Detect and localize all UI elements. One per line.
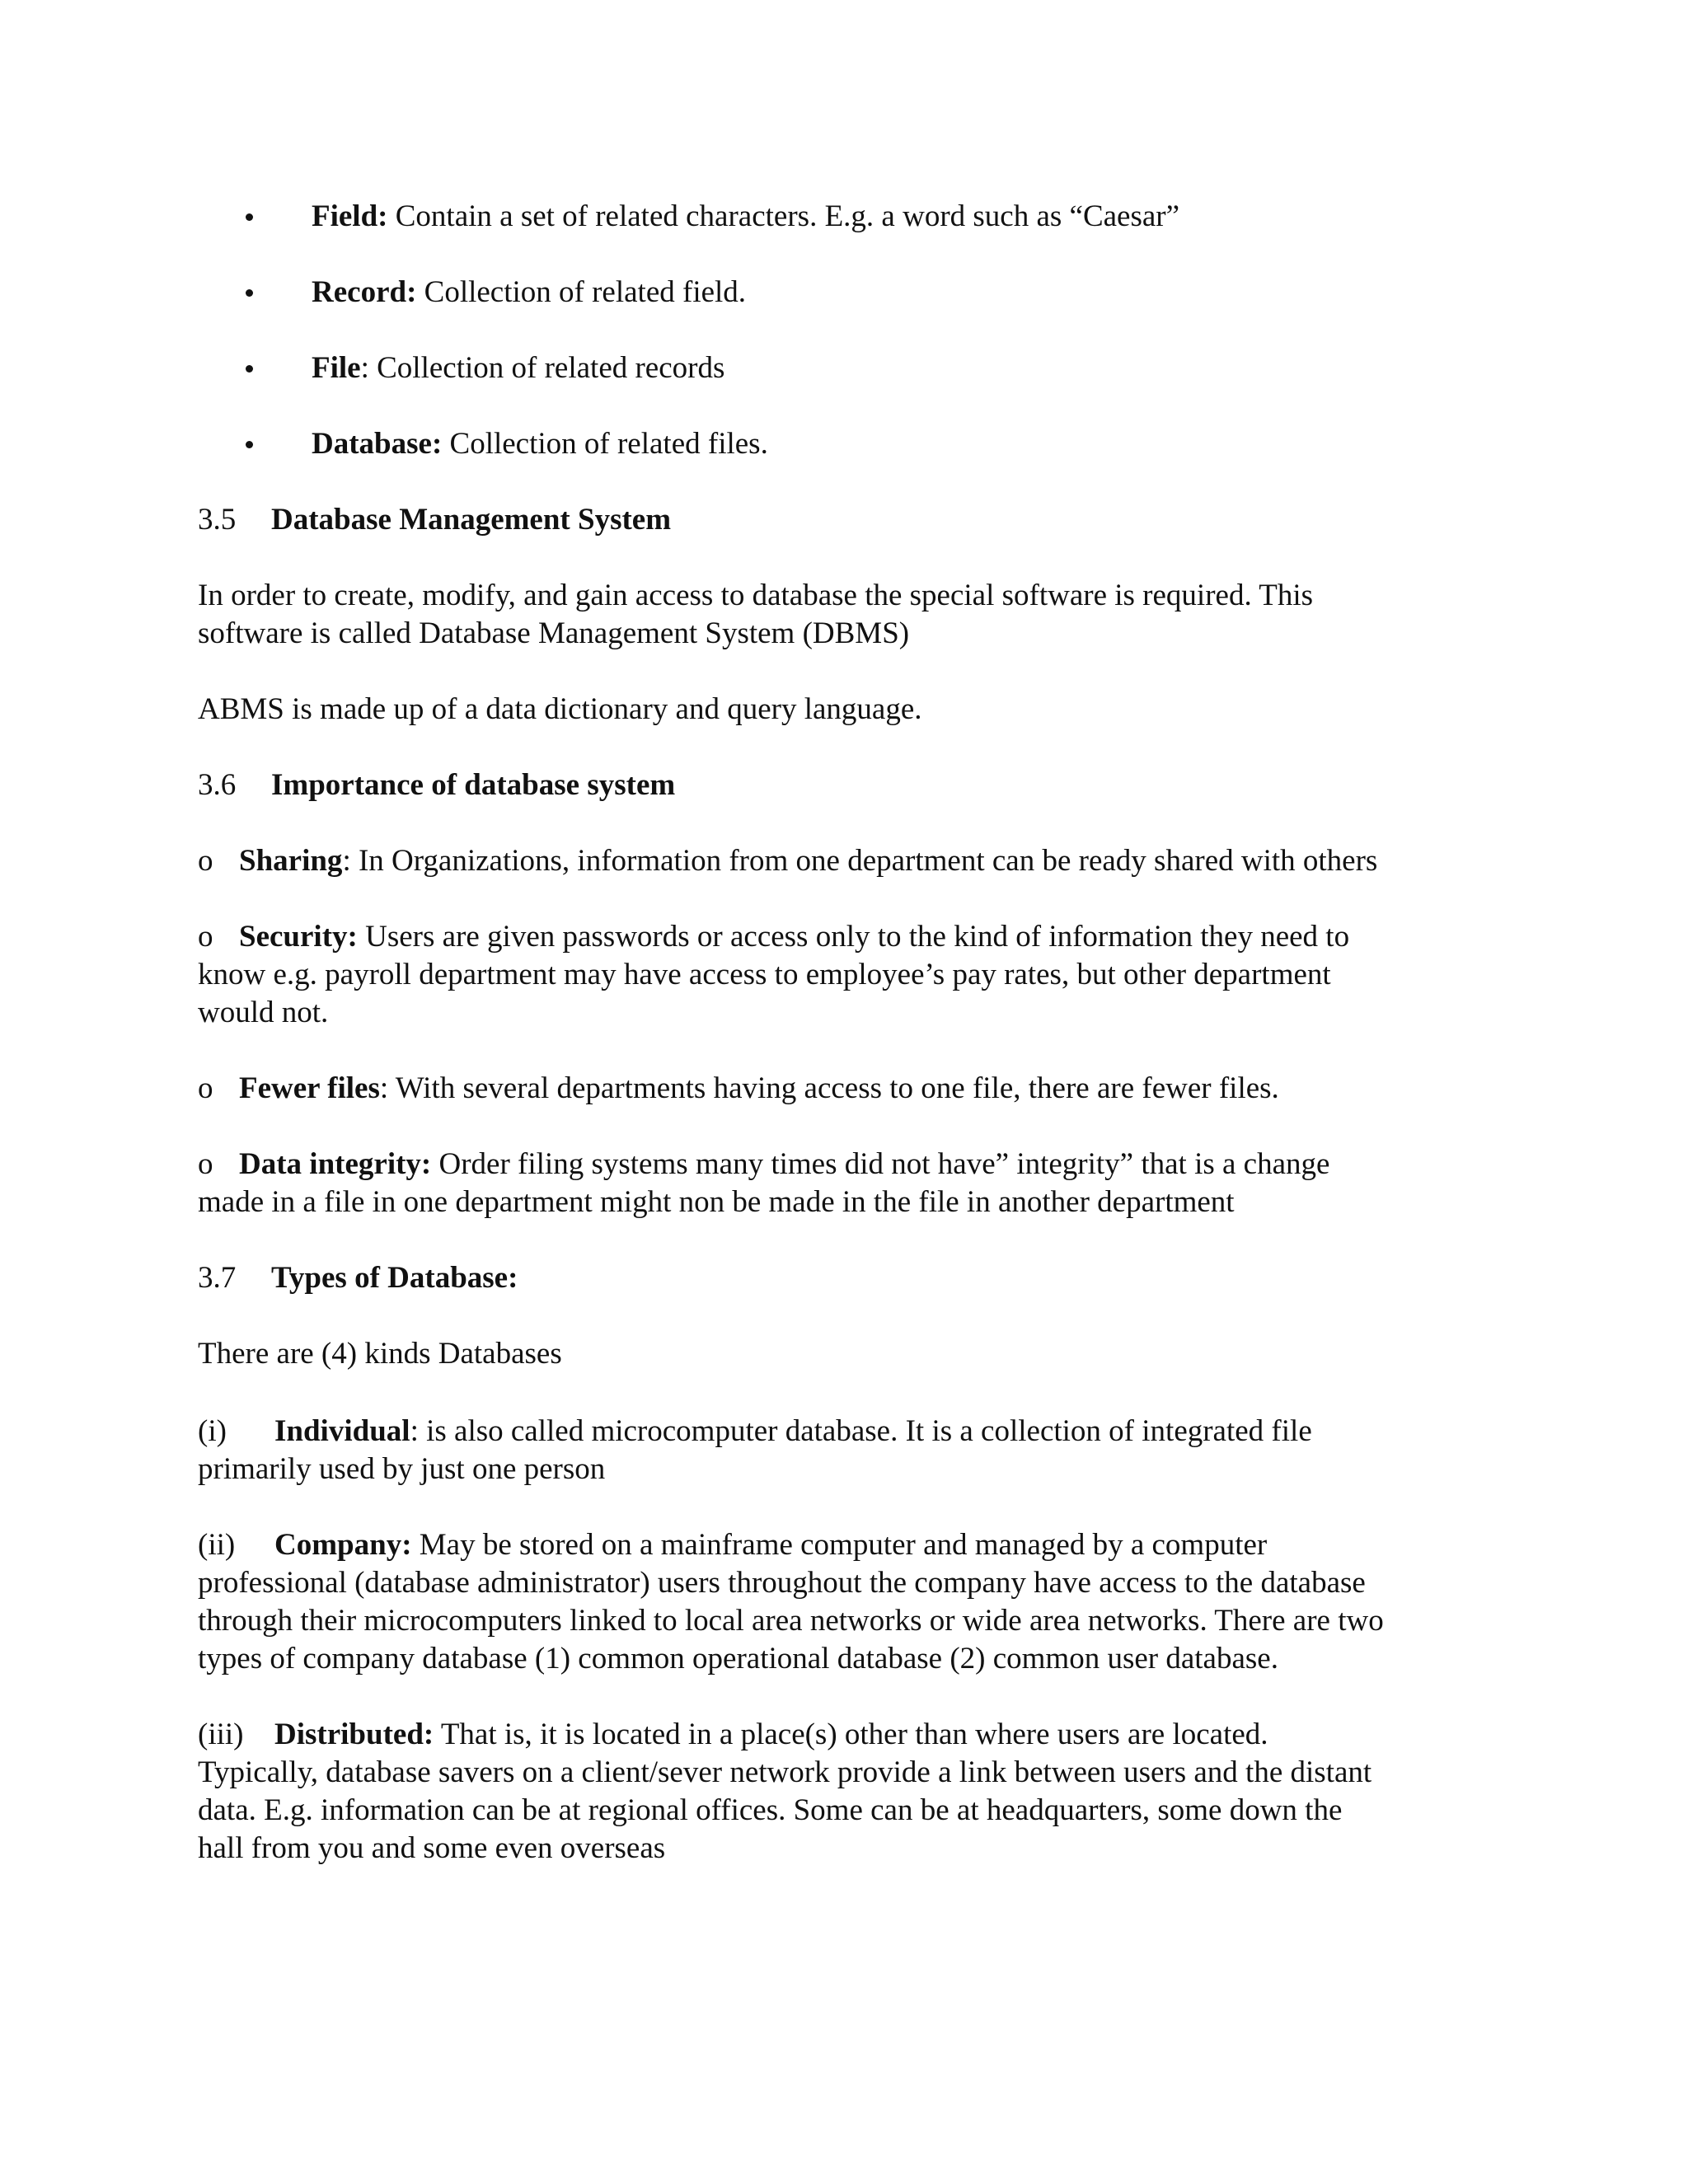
bullet-field <box>198 198 1484 236</box>
bullet-file <box>198 349 1484 387</box>
importance-item-fewer-files <box>198 1070 1484 1108</box>
list-marker: o <box>198 844 213 878</box>
text-line: software is called Database Management System (DBMS) <box>198 616 910 650</box>
item-text: May be stored on a mainframe computer and managed by a computer <box>411 1528 1268 1562</box>
bullet-record <box>198 274 1484 312</box>
bullet-icon <box>246 213 253 221</box>
text-line: Typically, database savers on a client/sever network provide a link between users and the distant <box>198 1755 1372 1789</box>
item-text: That is, it is located in a place(s) other than where users are located. <box>434 1718 1268 1751</box>
item-text: Users are given passwords or access only to the kind of information they need to <box>357 920 1350 954</box>
importance-item-sharing <box>198 842 1484 880</box>
item-number: (i) <box>198 1414 227 1448</box>
bullet-icon <box>246 289 253 297</box>
item-term: Distributed: <box>274 1718 434 1751</box>
paragraph-types-intro <box>198 1335 1484 1373</box>
paragraph-abms <box>198 691 1484 729</box>
type-item-company <box>198 1526 1484 1678</box>
section-title: Importance of database system <box>271 768 676 802</box>
text-line: types of company database (1) common operational database (2) common user database. <box>198 1642 1278 1675</box>
list-marker: o <box>198 920 213 954</box>
text-line: through their microcomputers linked to local area networks or wide area networks. There are two <box>198 1604 1384 1638</box>
section-number: 3.7 <box>198 1261 237 1295</box>
bullet-term: Field: <box>312 199 388 233</box>
bullet-text: : Collection of related records <box>360 351 725 385</box>
item-term: Company: <box>274 1528 412 1562</box>
text-line: hall from you and some even overseas <box>198 1831 666 1865</box>
item-number: (ii) <box>198 1528 236 1562</box>
section-title: Database Management System <box>271 503 672 537</box>
item-term: Security: <box>239 920 358 954</box>
item-text: Order filing systems many times did not have” integrity” that is a change <box>431 1147 1330 1181</box>
bullet-term: Database: <box>312 427 443 461</box>
bullet-icon <box>246 441 253 448</box>
type-item-individual <box>198 1413 1484 1488</box>
bullet-icon <box>246 365 253 373</box>
item-term: Sharing <box>239 844 343 878</box>
item-term: Individual <box>274 1414 410 1448</box>
bullet-text: Collection of related files. <box>442 427 768 461</box>
section-title: Types of Database: <box>271 1261 518 1295</box>
text-line: primarily used by just one person <box>198 1452 606 1486</box>
item-text: : With several departments having access to one file, there are fewer files. <box>379 1071 1279 1105</box>
importance-item-security <box>198 918 1484 1032</box>
section-number: 3.5 <box>198 503 237 537</box>
bullet-text: Collection of related field. <box>416 275 747 309</box>
list-marker: o <box>198 1071 213 1105</box>
text-line: know e.g. payroll department may have access to employee’s pay rates, but other department <box>198 958 1331 991</box>
item-text: : is also called microcomputer database. It is a collection of integrated file <box>410 1414 1312 1448</box>
paragraph-dbms-definition <box>198 577 1484 653</box>
text-line: There are (4) kinds Databases <box>198 1337 562 1371</box>
item-text: : In Organizations, information from one department can be ready shared with others <box>342 844 1378 878</box>
bullet-term: Record: <box>312 275 417 309</box>
text-line: made in a file in one department might non be made in the file in another department <box>198 1185 1235 1219</box>
text-line: ABMS is made up of a data dictionary and query language. <box>198 692 922 726</box>
bullet-term: File <box>312 351 361 385</box>
bullet-database <box>198 425 1484 463</box>
item-term: Fewer files <box>239 1071 380 1105</box>
type-item-distributed <box>198 1716 1484 1868</box>
text-line: In order to create, modify, and gain access to database the special software is required. This <box>198 579 1314 612</box>
text-line: would not. <box>198 996 329 1029</box>
importance-item-data-integrity <box>198 1146 1484 1221</box>
item-number: (iii) <box>198 1718 244 1751</box>
text-line: data. E.g. information can be at regional offices. Some can be at headquarters, some down the <box>198 1793 1343 1827</box>
item-term: Data integrity: <box>239 1147 432 1181</box>
bullet-text: Contain a set of related characters. E.g. a word such as “Caesar” <box>387 199 1180 233</box>
section-number: 3.6 <box>198 768 237 802</box>
list-marker: o <box>198 1147 213 1181</box>
text-line: professional (database administrator) users throughout the company have access to the database <box>198 1566 1366 1600</box>
